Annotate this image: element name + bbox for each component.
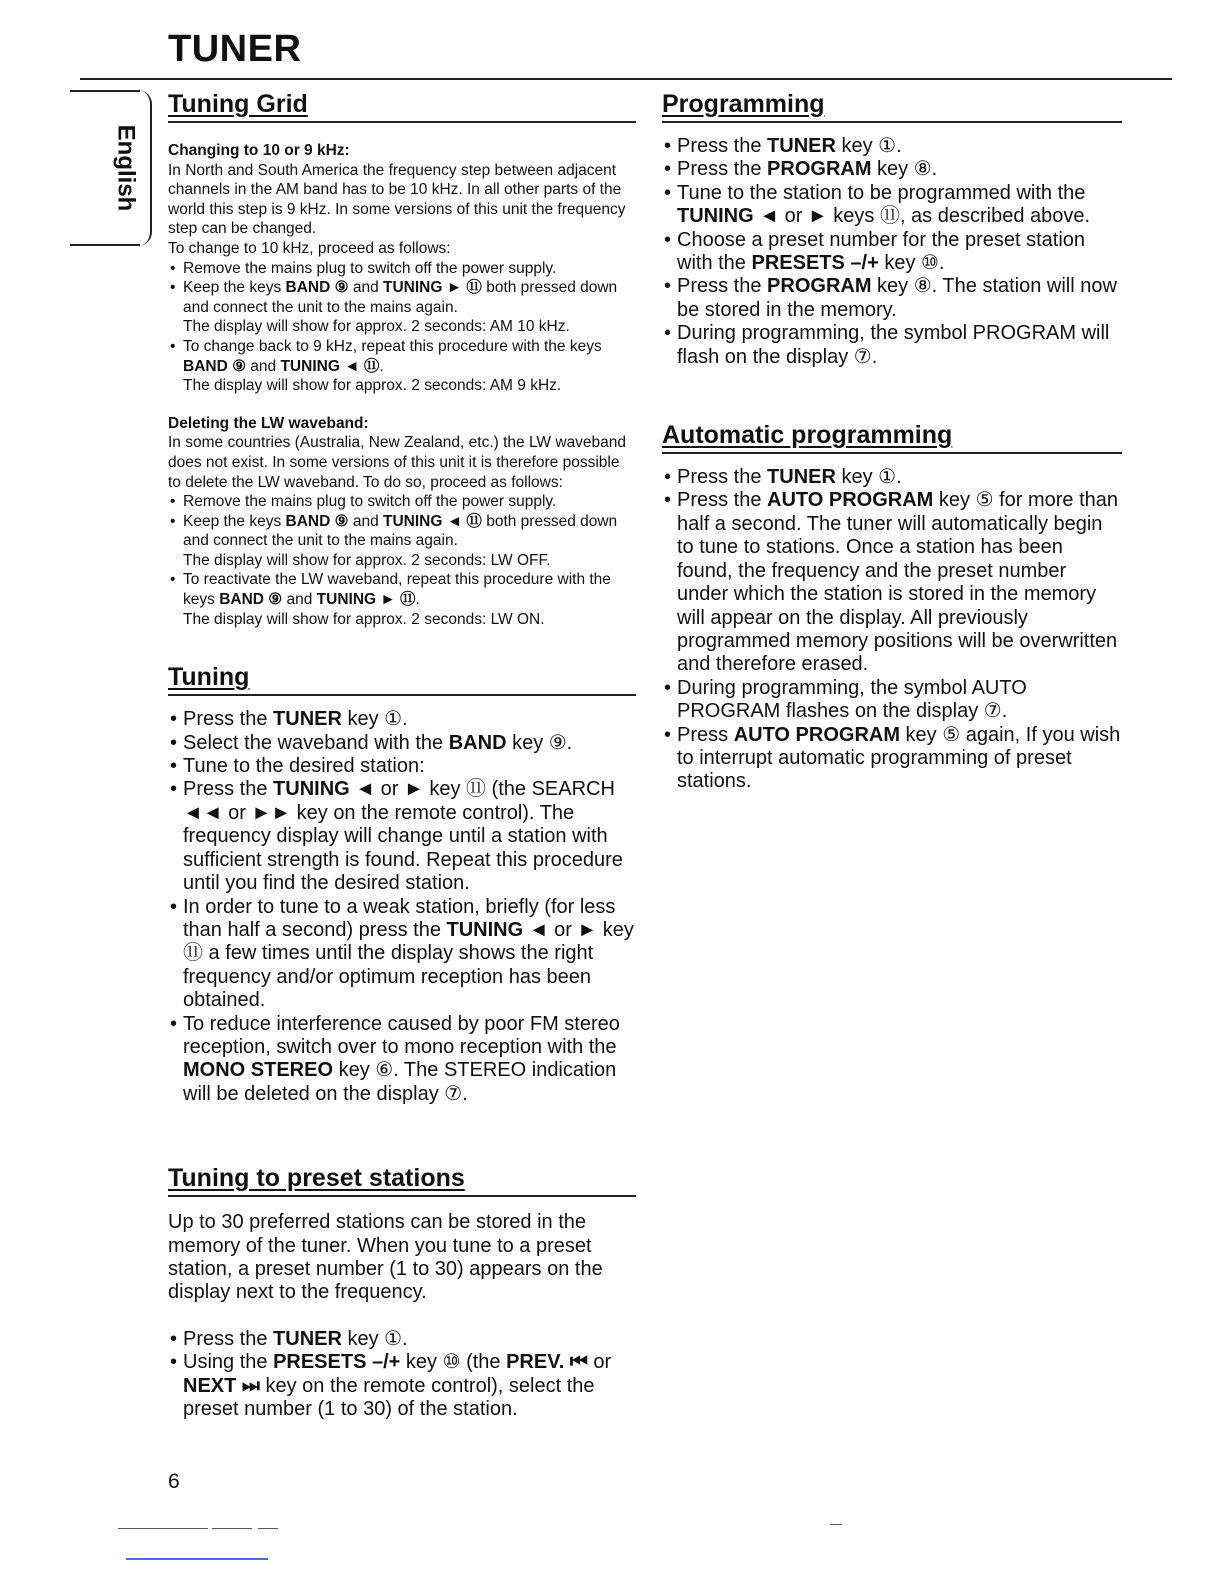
programming-block bbox=[662, 135, 1122, 369]
list-item: • Tune to the station to be programmed with the TUNING ◄ or ► keys ⑪, as described above. bbox=[662, 182, 1122, 229]
change-khz-intro: In North and South America the frequency step between adjacent channels in the AM band has to be 10 kHz. In all other parts of the world this step is 9 kHz. In some versions of this unit the frequency step can be changed. bbox=[168, 161, 626, 238]
list-item: • Press the TUNER key ①. bbox=[662, 135, 1122, 158]
page-number: 6 bbox=[168, 1470, 180, 1493]
change-khz-list bbox=[168, 259, 636, 396]
list-item: • During programming, the symbol AUTO PROGRAM flashes on the display ⑦. bbox=[662, 677, 1122, 724]
list-item: • Keep the keys BAND ⑨ and TUNING ► ⑪ both pressed down and connect the unit to the mains again. The display will show for approx. 2 seconds: AM 10 kHz. bbox=[168, 278, 636, 337]
auto-programming-block bbox=[662, 466, 1122, 794]
programming-list bbox=[662, 135, 1122, 369]
list-item: • During programming, the symbol PROGRAM will flash on the display ⑦. bbox=[662, 322, 1122, 369]
tuning-block bbox=[168, 708, 636, 1106]
tuning-list bbox=[168, 708, 636, 1106]
footer-dash bbox=[118, 1528, 208, 1529]
change-khz-heading: Changing to 10 or 9 kHz: bbox=[168, 142, 350, 159]
lw-list bbox=[168, 492, 636, 629]
preset-title: Tuning to preset stations bbox=[168, 1164, 636, 1197]
list-item: • To reduce interference caused by poor FM stereo reception, switch over to mono reception with the MONO STEREO key ⑥. The STEREO indication will be deleted on the display ⑦. bbox=[168, 1013, 636, 1107]
list-item: • In order to tune to a weak station, briefly (for less than half a second) press the TUNING ◄ or ► key ⑪ a few times until the display shows the right frequency and/or optimum reception has been obtained. bbox=[168, 896, 636, 1013]
list-item: • Press the TUNING ◄ or ► key ⑪ (the SEARCH ◄◄ or ►► key on the remote control). The frequency display will change until a station with sufficient strength is found. Repeat this procedure until you find the desired station. bbox=[168, 778, 636, 895]
list-item: • Press the TUNER key ①. bbox=[168, 1328, 636, 1351]
programming-title: Programming bbox=[662, 90, 1122, 123]
preset-intro: Up to 30 preferred stations can be stored in the memory of the tuner. When you tune to a preset station, a preset number (1 to 30) appears on the display next to the frequency. bbox=[168, 1211, 603, 1304]
lw-heading: Deleting the LW waveband: bbox=[168, 414, 369, 432]
tuning-grid-title: Tuning Grid bbox=[168, 90, 636, 123]
right-column bbox=[662, 90, 1122, 794]
list-item: • To change back to 9 kHz, repeat this procedure with the keys BAND ⑨ and TUNING ◄ ⑪. The display will show for approx. 2 seconds: AM 9 kHz. bbox=[168, 337, 636, 396]
list-item: • Remove the mains plug to switch off the power supply. bbox=[168, 492, 636, 512]
language-label: English bbox=[112, 124, 140, 212]
page-title: TUNER bbox=[168, 28, 302, 70]
auto-programming-list bbox=[662, 466, 1122, 794]
lw-block bbox=[168, 414, 636, 630]
list-item: • Select the waveband with the BAND key ⑨. bbox=[168, 732, 636, 755]
footer-dash bbox=[258, 1528, 278, 1529]
list-item: • Using the PRESETS –/+ key ⑩ (the PREV. ⏮ or NEXT ⏭ key on the remote control), select the preset number (1 to 30) of the station. bbox=[168, 1351, 636, 1421]
preset-list bbox=[168, 1328, 636, 1422]
list-item: • Press the PROGRAM key ⑧. bbox=[662, 158, 1122, 181]
header-rule bbox=[80, 78, 1172, 80]
list-item: • Tune to the desired station: bbox=[168, 755, 636, 778]
list-item: • Press the PROGRAM key ⑧. The station will now be stored in the memory. bbox=[662, 275, 1122, 322]
list-item: • Press the TUNER key ①. bbox=[662, 466, 1122, 489]
list-item: • To reactivate the LW waveband, repeat this procedure with the keys BAND ⑨ and TUNING ► ⑪. The display will show for approx. 2 seconds: LW ON. bbox=[168, 570, 636, 629]
left-column bbox=[168, 90, 636, 1421]
language-tab-label bbox=[95, 98, 155, 238]
list-item: • Choose a preset number for the preset station with the PRESETS –/+ key ⑩. bbox=[662, 229, 1122, 276]
footer-dash bbox=[830, 1524, 842, 1525]
list-item: • Press the AUTO PROGRAM key ⑤ for more than half a second. The tuner will automatically begin to tune to stations. Once a station has been found, the frequency and the preset number under which the station is stored in the memory will appear on the display. All previously programmed memory positions will be overwritten and therefore erased. bbox=[662, 489, 1122, 676]
lw-intro: In some countries (Australia, New Zealand, etc.) the LW waveband does not exist. In some versions of this unit it is therefore possible to delete the LW waveband. To do so, proceed as follows: bbox=[168, 434, 627, 491]
list-item: • Keep the keys BAND ⑨ and TUNING ◄ ⑪ both pressed down and connect the unit to the mains again. The display will show for approx. 2 seconds: LW OFF. bbox=[168, 512, 636, 571]
change-khz-block bbox=[168, 141, 636, 396]
footer-dash bbox=[212, 1528, 252, 1529]
list-item: • Remove the mains plug to switch off the power supply. bbox=[168, 259, 636, 279]
tuning-title: Tuning bbox=[168, 663, 636, 696]
list-item: • Press AUTO PROGRAM key ⑤ again, If you wish to interrupt automatic programming of preset stations. bbox=[662, 724, 1122, 794]
auto-programming-title: Automatic programming bbox=[662, 421, 1122, 454]
footer-link-line bbox=[126, 1558, 268, 1560]
preset-block bbox=[168, 1211, 636, 1421]
change-khz-lead: To change to 10 kHz, proceed as follows: bbox=[168, 239, 451, 257]
list-item: • Press the TUNER key ①. bbox=[168, 708, 636, 731]
